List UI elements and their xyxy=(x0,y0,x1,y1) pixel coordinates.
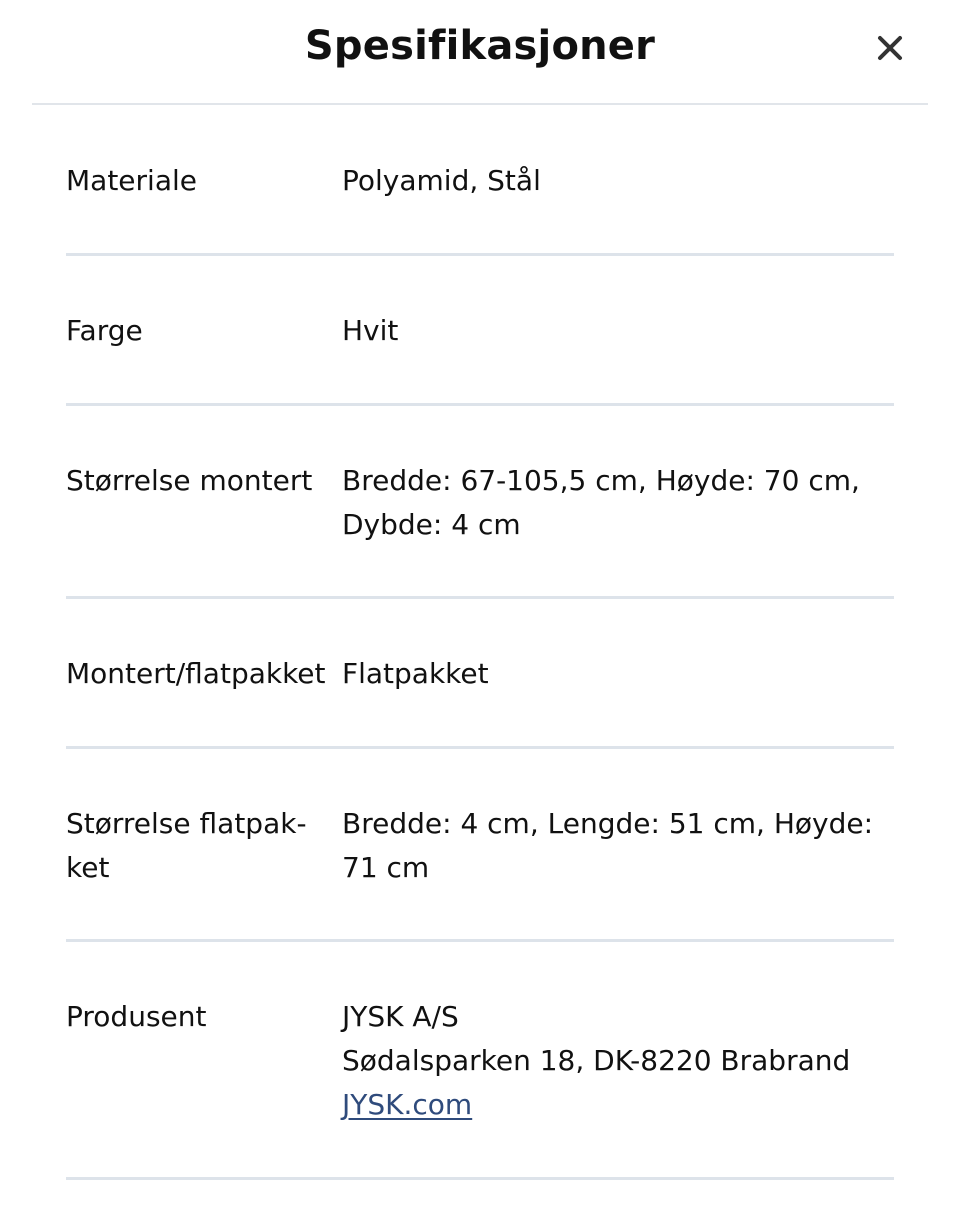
spec-value-line: Bredde: 67-105,5 cm, Høyde: 70 cm, xyxy=(342,464,860,497)
manufacturer-link[interactable]: JYSK.com xyxy=(342,1088,473,1121)
spec-value-line: JYSK A/S xyxy=(342,1000,459,1033)
spec-label: Farge xyxy=(66,314,143,347)
spec-value: Flatpakket xyxy=(342,657,489,690)
page-title: Spesifikasjoner xyxy=(304,23,656,69)
spec-value-line: 71 cm xyxy=(342,851,430,884)
close-button[interactable] xyxy=(866,24,914,72)
spec-value xyxy=(342,459,894,596)
spec-row-farge xyxy=(66,256,894,406)
spec-label: Materiale xyxy=(66,164,197,197)
spec-label-line: Størrelse flatpak- xyxy=(66,807,307,840)
spec-label: Montert/flatpakket xyxy=(66,657,326,690)
spec-value-line: Dybde: 4 cm xyxy=(342,508,521,541)
spec-value-line: Sødalsparken 18, DK-8220 Brabrand xyxy=(342,1044,851,1077)
spec-row-montert-flatpakket xyxy=(66,599,894,749)
spec-value: Hvit xyxy=(342,314,399,347)
spec-row-produsent xyxy=(66,942,894,1180)
spec-row-materiale xyxy=(66,105,894,256)
spec-row-storrelse-flatpakket xyxy=(66,749,894,942)
spec-value xyxy=(342,995,894,1177)
modal-header xyxy=(0,0,960,104)
spec-value xyxy=(342,802,894,939)
spec-list xyxy=(66,105,894,1180)
spec-row-storrelse-montert xyxy=(66,406,894,599)
spec-label xyxy=(66,459,342,596)
spec-label-line: ket xyxy=(66,851,110,884)
spec-label: Produsent xyxy=(66,1000,207,1033)
spec-value: Polyamid, Stål xyxy=(342,164,541,197)
close-icon xyxy=(877,35,903,61)
spec-label xyxy=(66,802,342,939)
spec-label-line: Størrelse montert xyxy=(66,464,313,497)
spec-value-line: Bredde: 4 cm, Lengde: 51 cm, Høyde: xyxy=(342,807,874,840)
